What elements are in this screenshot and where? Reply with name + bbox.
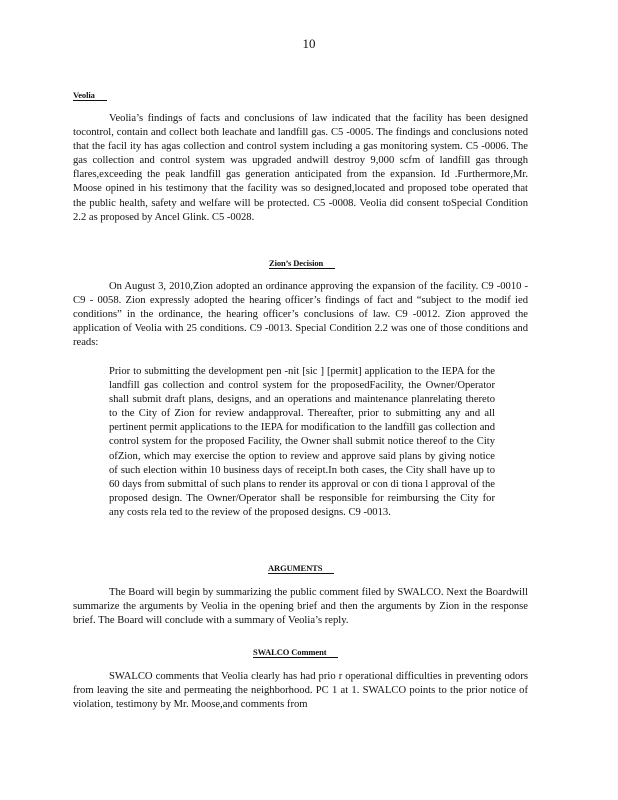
swalco-comment-heading <box>253 647 338 658</box>
zion-decision-paragraph-text: On August 3, 2010,Zion adopted an ordinance approving the expansion of the facility. C9 -0010 - C9 - 0058. Zion expressly adopted the hearing officer’s findings of fact and “subject to the modif ied conditions” in the ordinance, the hearing officer’s conclusions of law. C9 -0012. Zion approved the application of Veolia with 25 conditions. C9 -0013. Special Condition 2.2 was one of those conditions and reads: <box>73 281 528 349</box>
veolia-heading <box>73 90 107 101</box>
veolia-heading-text: Veolia <box>73 91 107 101</box>
arguments-paragraph-text: The Board will begin by summarizing the public comment filed by SWALCO. Next the Boardwill summarize the arguments by Veolia in the opening brief and then the arguments by Zion in the response brief. The Board will conclude with a summary of Veolia’s reply. <box>73 587 528 627</box>
arguments-heading-text: ARGUMENTS <box>268 564 334 574</box>
special-condition-quote: Prior to submitting the development pen -nit [sic ] [permit] application to the IEPA for the landfill gas collection and control system for the proposedFacility, the Owner/Operator shall submit draft plans, designs, and an operations and maintenance planrelating thereto to the City of Zion for review andapproval. Thereafter, prior to submitting any and all pertinent permit applications to the IEPA for modification to the landfill gas collection and control system for the proposed Facility, the Owner shall submit notice thereof to the City ofZion, which may exercise the option to review and approve said plans by giving notice of such election within 10 business days of receipt.In both cases, the City shall have up to 60 days from submittal of such plans to render its approval or con di tiona l approval of the proposed design. The Owner/Operator shall be responsible for reimbursing the City for any costs rela ted to the review of the proposed designs. C9 -0013. <box>109 366 495 518</box>
veolia-paragraph <box>73 112 528 225</box>
zion-decision-heading-text: Zion’s Decision <box>269 259 335 269</box>
veolia-paragraph-text: Veolia’s findings of facts and conclusions of law indicated that the facility has been designed tocontrol, contain and collect both leachate and landfill gas. C5 -0005. The findings and conclusions noted that the facil ity has agas collection and control system including a gas monitoring system. C5 -0006. The gas collection and control system was upgraded andwill destroy 9,000 scfm of landfill gas through flares,exceeding the peak landfill gas generation anticipated from the expansion. Id .Furthermore,Mr. Moose opined in his testimony that the facility was so designed,located and proposed tobe operated that the public health, safety and welfare will be protected. C5 -0008. Veolia did consent toSpecial Condition 2.2 as proposed by Ancel Glink. C5 -0028. <box>73 113 528 223</box>
swalco-paragraph <box>73 670 528 712</box>
page-number: 10 <box>302 36 316 51</box>
zion-decision-paragraph <box>73 280 528 350</box>
arguments-heading <box>268 563 334 574</box>
swalco-paragraph-text: SWALCO comments that Veolia clearly has had prio r operational difficulties in preventing odors from leaving the site and permeating the neighborhood. PC 1 at 1. SWALCO points to the prior notice of violation, testimony by Mr. Moose,and comments from <box>73 671 528 711</box>
zion-decision-heading <box>269 258 335 269</box>
arguments-paragraph <box>73 586 528 628</box>
swalco-comment-heading-text: SWALCO Comment <box>253 648 338 658</box>
